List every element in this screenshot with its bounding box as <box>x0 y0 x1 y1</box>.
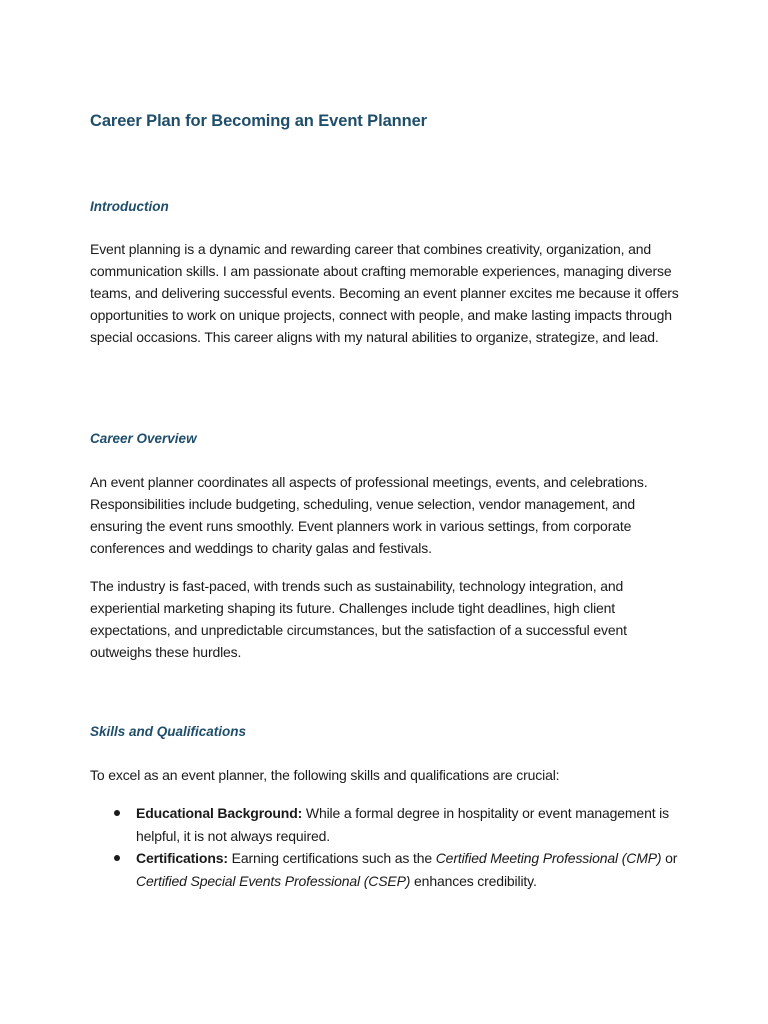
list-item-text: Earning certifications such as the <box>231 850 432 866</box>
list-item-text: or <box>665 850 678 866</box>
section-heading-career-overview: Career Overview <box>90 431 197 446</box>
career-overview-paragraph-1: An event planner coordinates all aspects of professional meetings, events, and celebrations. Responsibilities include budgeting, scheduling, venue selection, vendor management, and ensuring the event runs smoothly. Event planners work in various settings, from corporate conferences and weddings to charity galas and festivals. <box>90 474 648 556</box>
section-heading-skills: Skills and Qualifications <box>90 724 247 739</box>
list-item-label: Certifications: <box>136 850 228 866</box>
career-overview-paragraph-2: The industry is fast-paced, with trends such as sustainability, technology integration, and experiential marketing shaping its future. Challenges include tight deadlines, high client expectations, and unpredictable circumstances, but the satisfaction of a successful event outweighs these hurdles. <box>90 578 627 660</box>
list-item <box>90 847 680 892</box>
list-item <box>90 802 680 847</box>
list-item-label: Educational Background: <box>136 805 303 821</box>
section-heading-introduction: Introduction <box>90 199 169 214</box>
certification-name: Certified Meeting Professional (CMP) <box>435 850 662 866</box>
skills-intro-paragraph: To excel as an event planner, the following skills and qualifications are crucial: <box>90 767 560 783</box>
list-item-text: While a formal degree in hospitality or event management is helpful, it is not always required. <box>136 805 669 844</box>
bullet-icon <box>114 810 120 816</box>
certification-name: Certified Special Events Professional (CSEP) <box>136 872 411 889</box>
skills-list <box>90 802 680 892</box>
bullet-icon <box>114 855 120 861</box>
document-title: Career Plan for Becoming an Event Planner <box>90 112 428 130</box>
list-item-text: enhances credibility. <box>414 872 537 889</box>
introduction-paragraph: Event planning is a dynamic and rewarding career that combines creativity, organization, and communication skills. I am passionate about crafting memorable experiences, managing diverse teams, and delivering successful events. Becoming an event planner excites me because it offers opportunities to work on unique projects, connect with people, and make lasting impacts through special occasions. This career aligns with my natural abilities to organize, strategize, and lead. <box>90 241 679 345</box>
